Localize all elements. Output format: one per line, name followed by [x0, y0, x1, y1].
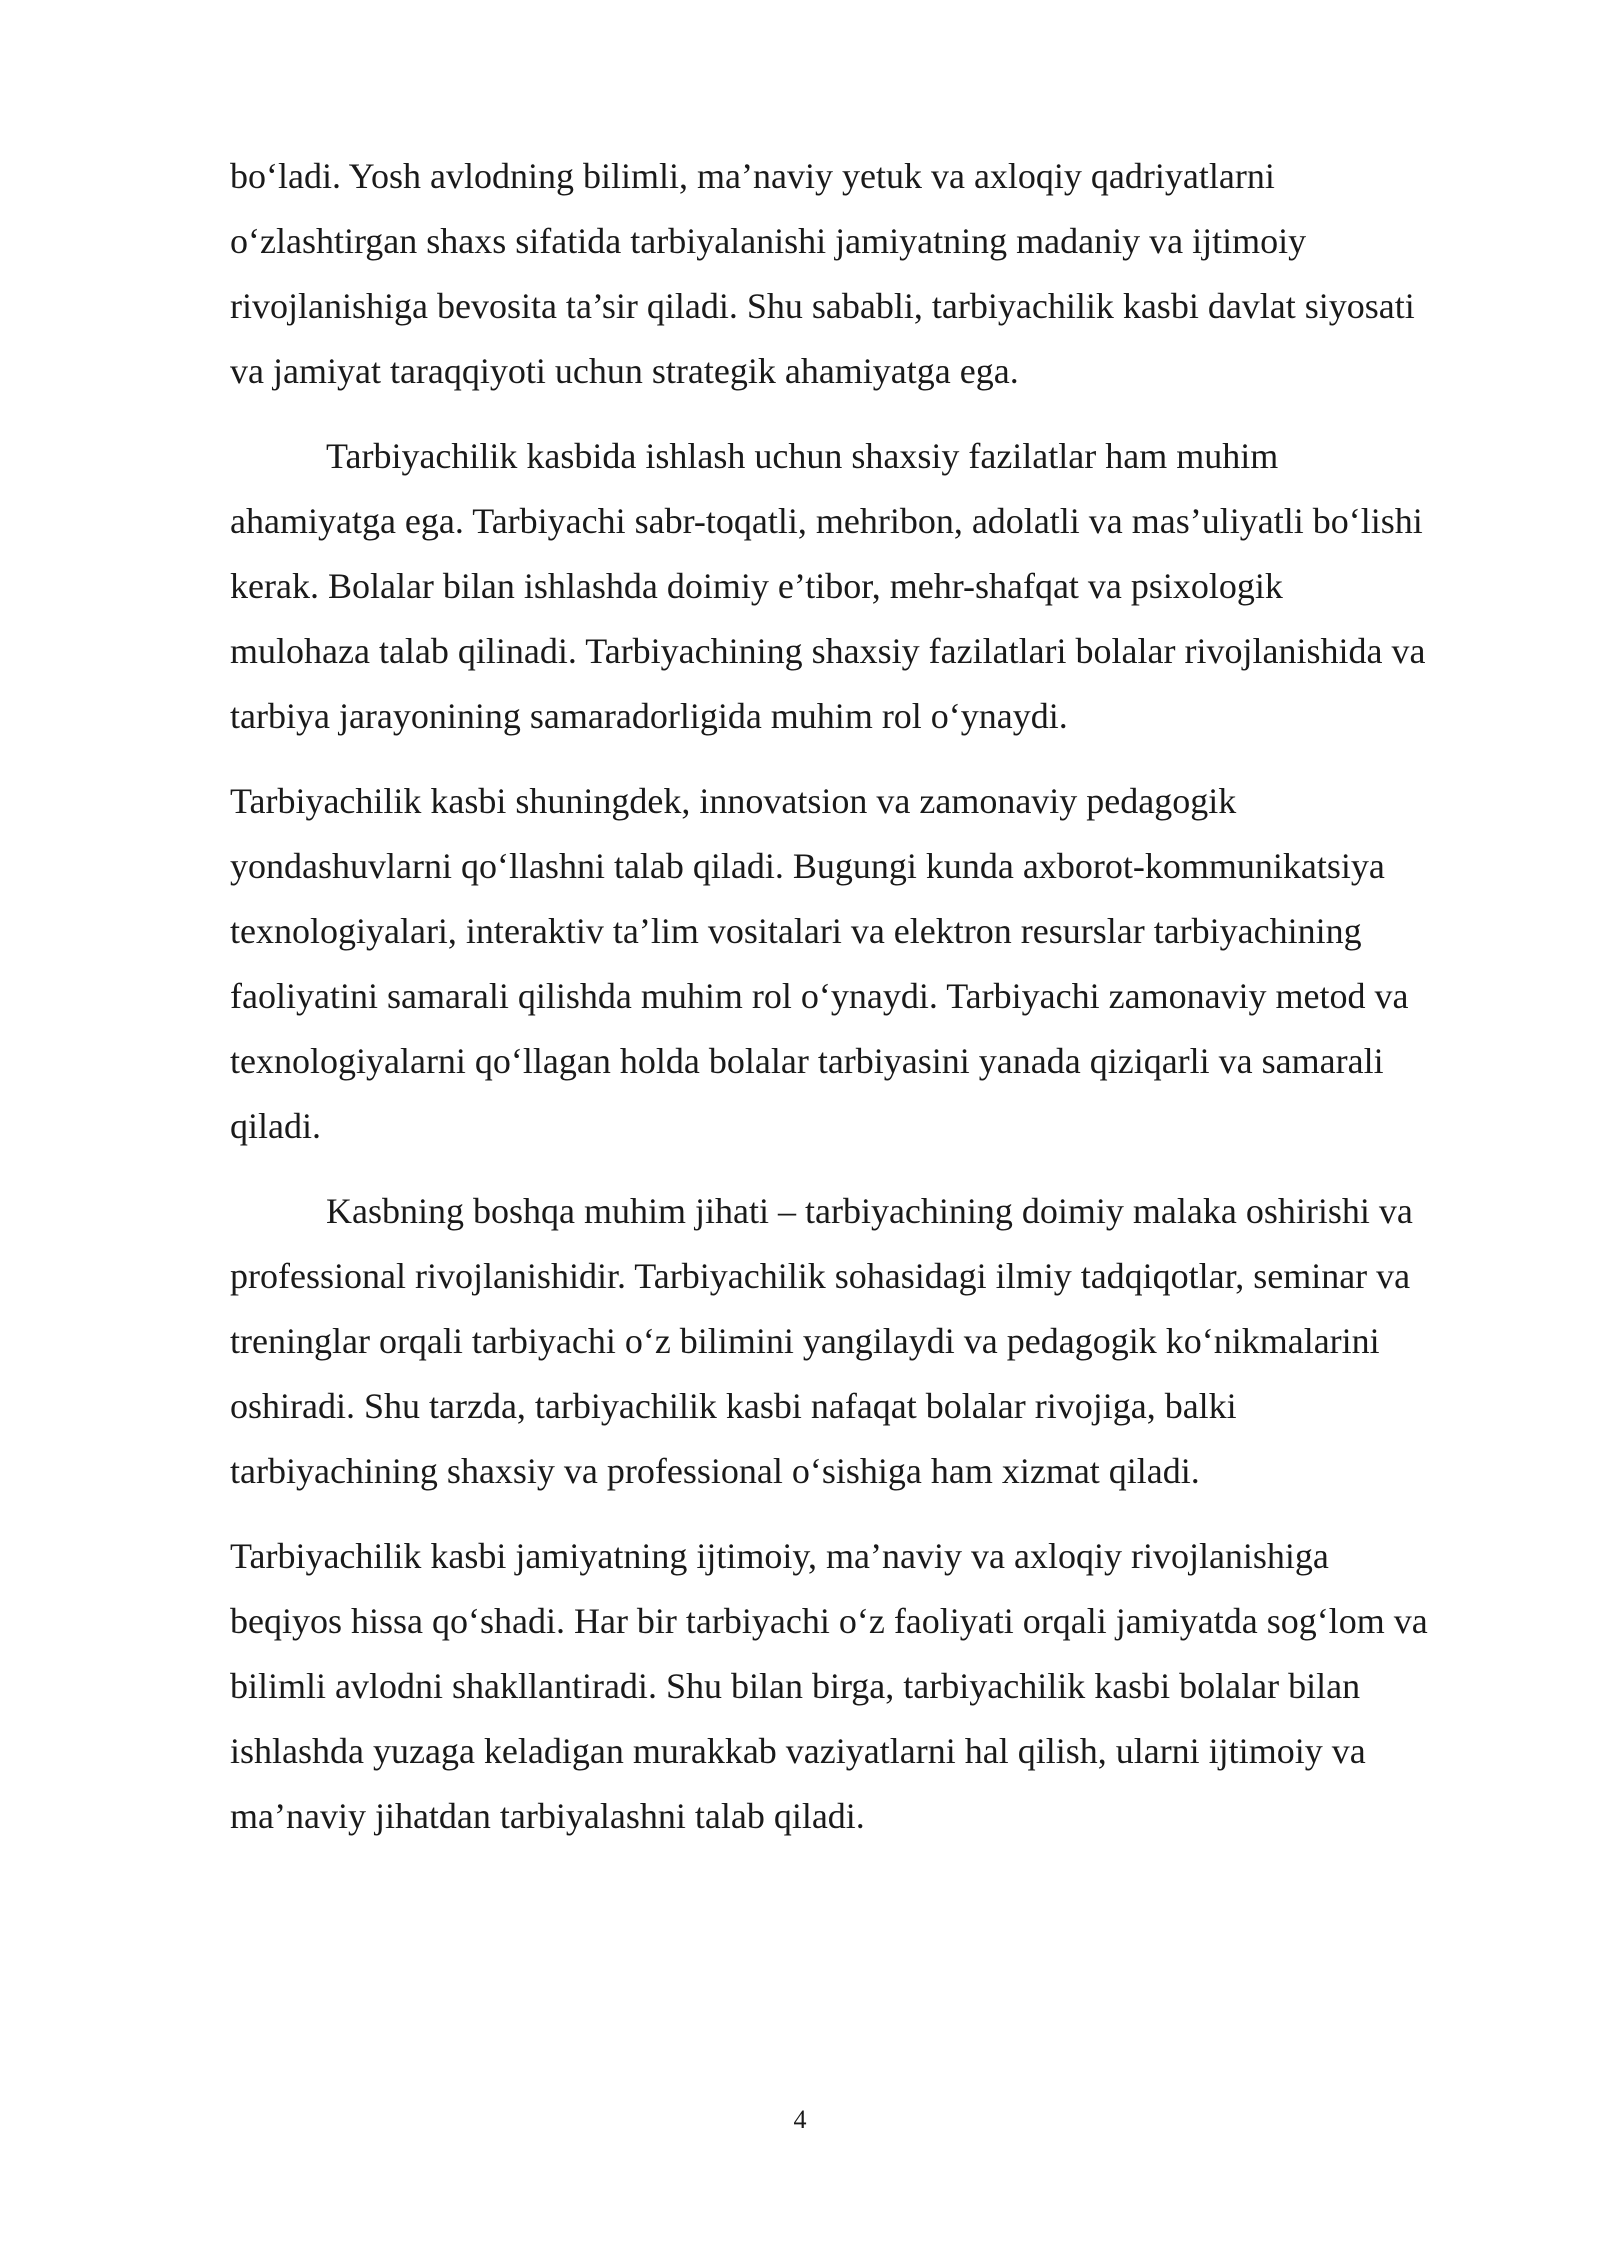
text-line: mulohaza talab qilinadi. Tarbiyachining shaxsiy fazilatlari bolalar rivojlanishida va [230, 631, 1426, 671]
text-line: professional rivojlanishidir. Tarbiyachilik sohasidagi ilmiy tadqiqotlar, seminar va [230, 1256, 1411, 1296]
text-line: bilimli avlodni shakllantiradi. Shu bilan birga, tarbiyachilik kasbi bolalar bilan [230, 1666, 1361, 1706]
page-number: 4 [793, 2105, 807, 2134]
text-line: va jamiyat taraqqiyoti uchun strategik ahamiyatga ega. [230, 351, 1019, 391]
text-line: qiladi. [230, 1106, 321, 1146]
text-line: Tarbiyachilik kasbi shuningdek, innovatsion va zamonaviy pedagogik [230, 781, 1237, 821]
text-line: oshiradi. Shu tarzda, tarbiyachilik kasbi nafaqat bolalar rivojiga, balki [230, 1386, 1237, 1426]
text-line: ma’naviy jihatdan tarbiyalashni talab qiladi. [230, 1796, 865, 1836]
text-line: rivojlanishiga bevosita ta’sir qiladi. Shu sababli, tarbiyachilik kasbi davlat siyosati [230, 286, 1415, 326]
text-line: texnologiyalari, interaktiv ta’lim vositalari va elektron resurslar tarbiyachining [230, 911, 1362, 951]
text-line: Tarbiyachilik kasbi jamiyatning ijtimoiy, ma’naviy va axloqiy rivojlanishiga [230, 1536, 1329, 1576]
text-line: texnologiyalarni qo‘llagan holda bolalar tarbiyasini yanada qiziqarli va samarali [230, 1041, 1384, 1081]
paragraph [230, 1524, 1490, 1849]
body-text [230, 144, 1490, 1869]
paragraph [230, 424, 1490, 749]
paragraph [230, 1179, 1490, 1504]
text-line: tarbiya jarayonining samaradorligida muhim rol o‘ynaydi. [230, 696, 1068, 736]
text-line: Kasbning boshqa muhim jihati – tarbiyachining doimiy malaka oshirishi va [326, 1191, 1413, 1231]
text-line: treninglar orqali tarbiyachi o‘z bilimini yangilaydi va pedagogik ko‘nikmalarini [230, 1321, 1380, 1361]
text-line: beqiyos hissa qo‘shadi. Har bir tarbiyachi o‘z faoliyati orqali jamiyatda sog‘lom va [230, 1601, 1428, 1641]
text-line: yondashuvlarni qo‘llashni talab qiladi. Bugungi kunda axborot-kommunikatsiya [230, 846, 1385, 886]
paragraph [230, 144, 1490, 404]
text-line: faoliyatini samarali qilishda muhim rol o‘ynaydi. Tarbiyachi zamonaviy metod va [230, 976, 1409, 1016]
text-line: ahamiyatga ega. Tarbiyachi sabr-toqatli, mehribon, adolatli va mas’uliyatli bo‘lishi [230, 501, 1423, 541]
text-line: Tarbiyachilik kasbida ishlash uchun shaxsiy fazilatlar ham muhim [326, 436, 1279, 476]
text-line: ishlashda yuzaga keladigan murakkab vaziyatlarni hal qilish, ularni ijtimoiy va [230, 1731, 1366, 1771]
text-line: kerak. Bolalar bilan ishlashda doimiy e’tibor, mehr-shafqat va psixologik [230, 566, 1283, 606]
text-line: o‘zlashtirgan shaxs sifatida tarbiyalanishi jamiyatning madaniy va ijtimoiy [230, 221, 1307, 261]
text-line: bo‘ladi. Yosh avlodning bilimli, ma’naviy yetuk va axloqiy qadriyatlarni [230, 156, 1275, 196]
text-line: tarbiyachining shaxsiy va professional o‘sishiga ham xizmat qiladi. [230, 1451, 1200, 1491]
paragraph [230, 769, 1490, 1159]
